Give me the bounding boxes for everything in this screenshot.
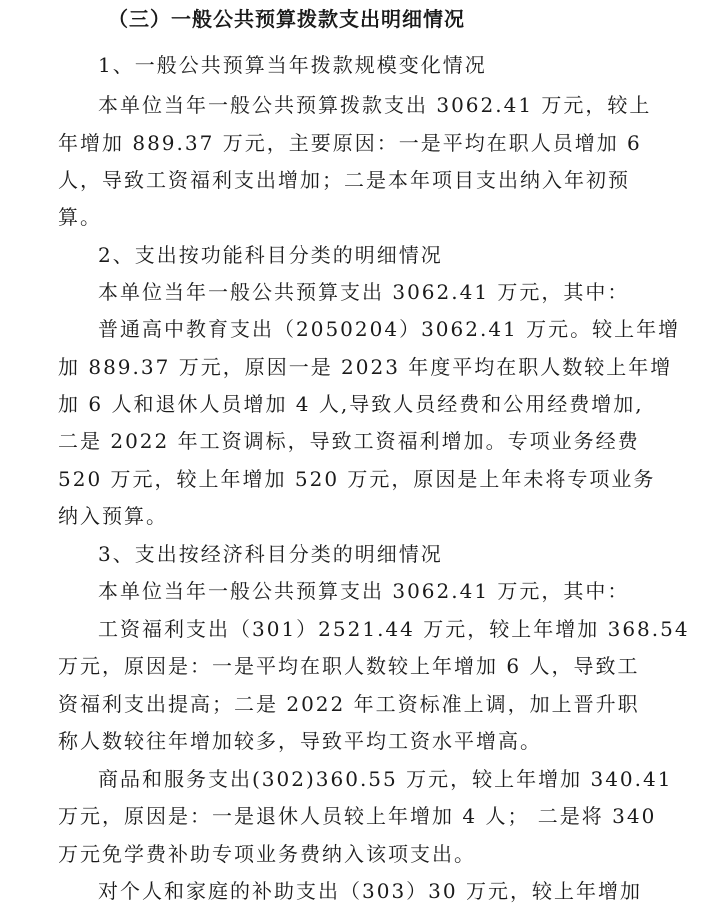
paragraph-line: 万元免学费补助专项业务费纳入该项支出。 [58,842,476,866]
paragraph-line: 520 万元，较上年增加 520 万元，原因是上年未将专项业务 [58,467,656,491]
subheading-3: 3、支出按经济科目分类的明细情况 [98,542,443,566]
paragraph-line: 加 6 人和退休人员增加 4 人,导致人员经费和公用经费增加, [58,392,644,416]
paragraph-line: 本单位当年一般公共预算拨款支出 3062.41 万元，较上 [98,93,652,117]
paragraph-line: 算。 [58,205,102,229]
paragraph-line: 人，导致工资福利支出增加；二是本年项目支出纳入年初预 [58,168,630,192]
paragraph-line: 本单位当年一般公共预算支出 3062.41 万元，其中： [98,280,630,304]
subheading-1: 1、一般公共预算当年拨款规模变化情况 [98,53,487,77]
paragraph-line: 纳入预算。 [58,504,168,528]
paragraph-line: 加 889.37 万元，原因一是 2023 年度平均在职人数较上年增 [58,355,673,379]
paragraph-line: 二是 2022 年工资调标，导致工资福利增加。专项业务经费 [58,429,640,453]
paragraph-line: 资福利支出提高；二是 2022 年工资标准上调，加上晋升职 [58,692,640,716]
paragraph-line: 年增加 889.37 万元，主要原因：一是平均在职人员增加 6 [58,131,642,155]
paragraph-line: 万元，原因是：一是平均在职人数较上年增加 6 人，导致工 [58,654,640,678]
section-title: （三）一般公共预算拨款支出明细情况 [108,7,465,31]
paragraph-line: 本单位当年一般公共预算支出 3062.41 万元，其中： [98,579,630,603]
paragraph-line: 对个人和家庭的补助支出（303）30 万元，较上年增加 [98,879,642,903]
subheading-2: 2、支出按功能科目分类的明细情况 [98,243,443,267]
paragraph-line: 商品和服务支出(302)360.55 万元，较上年增加 340.41 [98,767,673,791]
paragraph-line: 万元，原因是：一是退休人员较上年增加 4 人； 二是将 340 [58,804,657,828]
paragraph-line: 普通高中教育支出（2050204）3062.41 万元。较上年增 [98,317,681,341]
paragraph-line: 工资福利支出（301）2521.44 万元，较上年增加 368.54 [98,617,690,641]
paragraph-line: 称人数较往年增加较多，导致平均工资水平增高。 [58,729,542,753]
